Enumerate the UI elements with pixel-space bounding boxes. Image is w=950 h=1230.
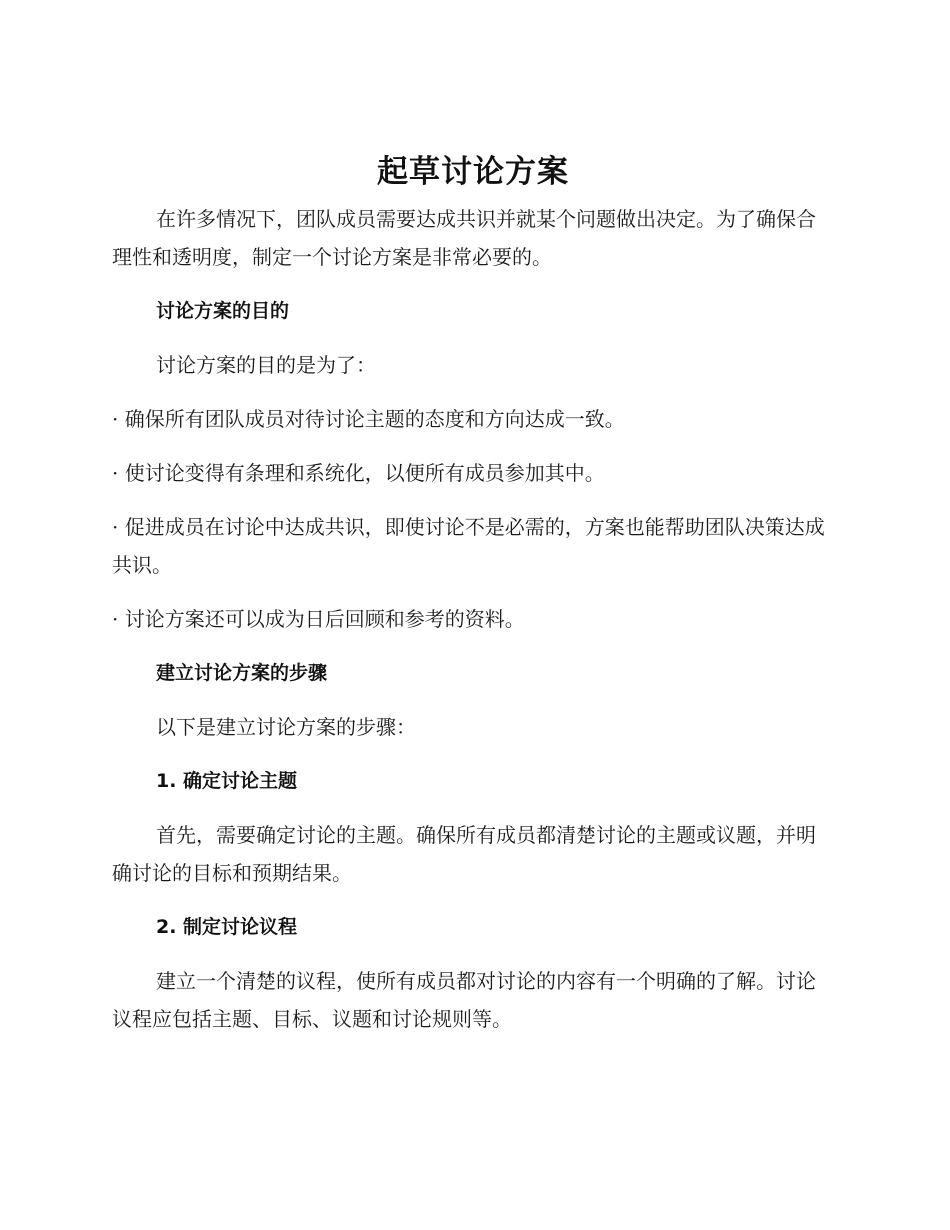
step-body: 首先，需要确定讨论的主题。确保所有成员都清楚讨论的主题或议题，并明确讨论的目标和预期结果。 [112, 823, 816, 885]
document-page [112, 150, 834, 1038]
step-heading: 1. 确定讨论主题 [156, 770, 298, 792]
bullet-item: · 使讨论变得有条理和系统化，以便所有成员参加其中。 [112, 461, 605, 485]
bullet-item: · 促进成员在讨论中达成共识，即使讨论不是必需的，方案也能帮助团队决策达成共识。 [112, 515, 825, 577]
purpose-lead: 讨论方案的目的是为了： [156, 353, 376, 377]
section-heading-steps: 建立讨论方案的步骤 [156, 662, 328, 684]
bullet-item: · 确保所有团队成员对待讨论主题的态度和方向达成一致。 [112, 407, 625, 431]
steps-lead: 以下是建立讨论方案的步骤： [156, 715, 416, 739]
bullet-item: · 讨论方案还可以成为日后回顾和参考的资料。 [112, 607, 525, 631]
step-heading: 2. 制定讨论议程 [156, 916, 298, 938]
intro-paragraph: 在许多情况下，团队成员需要达成共识并就某个问题做出决定。为了确保合理性和透明度，制定一个讨论方案是非常必要的。 [112, 207, 816, 269]
section-heading-purpose: 讨论方案的目的 [156, 300, 290, 322]
step-body: 建立一个清楚的议程，使所有成员都对讨论的内容有一个明确的了解。讨论议程应包括主题、目标、议题和讨论规则等。 [112, 969, 816, 1031]
document-title: 起草讨论方案 [377, 154, 569, 190]
